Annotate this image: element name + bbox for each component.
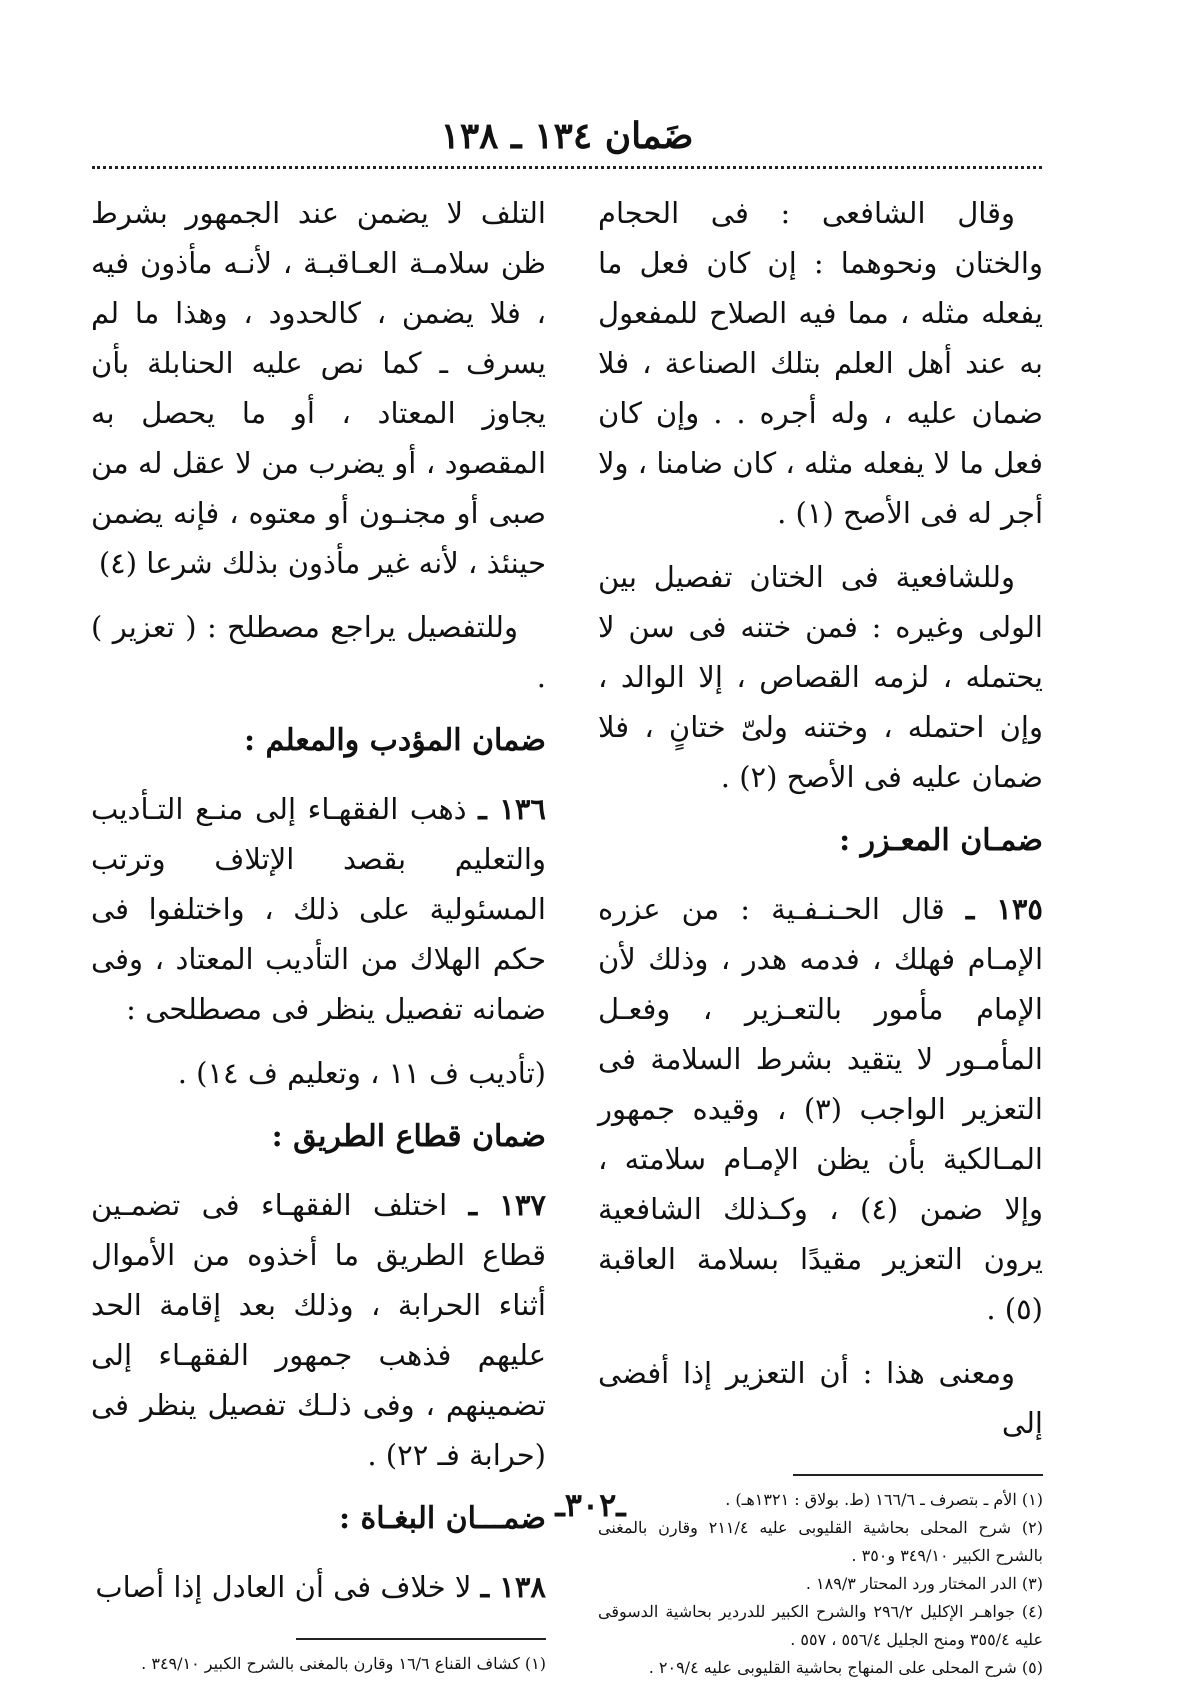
paragraph: وللتفصيل يراجع مصطلح : ( تعزير ) . xyxy=(91,610,546,694)
paragraph-text: قال الحـنـفـية : من عزره الإمـام فهلك ، فدمه هدر ، وذلك لأن الإمام مأمور بالتعـزير ، وفعـل المأمـور لا يتقيد بشرط السلامة فى التعزير الواجب (٣) ، وقيده جمهور المـالكية بأن يظن الإمـام سلامته ، وإلا ضمن (٤) ، وكـذلك الشافعية يرون التعزير مقيدًا بسلامة العاقبة (٥) . xyxy=(598,892,1043,1326)
paragraph: التلف لا يضمن عند الجمهور بشرط ظن سلامـة العـاقبـة ، لأنـه مأذون فيه ، فلا يضمن ، كالحدود ، وهذا ما لم يسرف ـ كما نص عليه الحنابلة بأن يجاوز المعتاد ، أو ما يحصل به المقصود ، أو يضرب من لا عقل له من صبى أو مجنـون أو معتوه ، فإنه يضمن حينئذ ، لأنه غير مأذون بذلك شرعا (٤) xyxy=(91,196,546,580)
numbered-paragraph xyxy=(598,884,1043,1334)
paragraph-text: لا خلاف فى أن العادل إذا أصاب xyxy=(95,1570,472,1604)
footnote-rule xyxy=(296,1638,546,1640)
paragraph-number: ١٣٥ ـ xyxy=(965,892,1044,926)
footnote: (١) الأم ـ بتصرف ـ ١٦٦/٦ (ط. بولاق : ١٣٢١هـ) . xyxy=(725,1490,1043,1509)
section-heading: ضمان المؤدب والمعلم : xyxy=(244,723,546,758)
paragraph: (تأديب ف ١١ ، وتعليم ف ١٤) . xyxy=(177,1056,546,1090)
footnote: (١) كشاف القناع ١٦/٦ وقارن بالمغنى بالشرح الكبير ٣٤٩/١٠ . xyxy=(141,1654,546,1673)
footnotes xyxy=(91,1650,546,1678)
left-column xyxy=(91,188,546,1678)
footnote-rule xyxy=(793,1474,1043,1476)
paragraph: وقال الشافعى : فى الحجام والختان ونحوهما : إن كان فعل ما يفعله مثله ، مما فيه الصلاح للمفعول به عند أهل العلم بتلك الصناعة ، فلا ضمان عليه ، وله أجره . . وإن كان فعل ما لا يفعله مثله ، كان ضامنا ، ولا أجر له فى الأصح (١) . xyxy=(598,196,1043,530)
section-heading: ضمـان المعـزر : xyxy=(839,823,1043,858)
footnote: (٢) شرح المحلى بحاشية القليوبى عليه ٢١١/٤ وقارن بالمغنى بالشرح الكبير ٣٤٩/١٠ و٣٥٠ . xyxy=(598,1518,1043,1565)
paragraph-text: اختلف الفقهـاء فى تضمـين قطاع الطريق ما أخذوه من الأموال أثناء الحرابة ، وذلك بعد إقامة الحد عليهم فذهب جمهور الفقهـاء إلى تضمينهم ، وفى ذلـك تفصيل ينظر فى (حرابة فـ ٢٢) . xyxy=(91,1188,546,1472)
header-dotted-rule xyxy=(92,166,1042,169)
footnote: (٣) الدر المختار ورد المحتار ١٨٩/٣ . xyxy=(805,1574,1043,1593)
numbered-paragraph xyxy=(91,1180,546,1480)
section-heading: ضمـــان البغـاة : xyxy=(339,1501,546,1536)
right-column xyxy=(598,188,1043,1682)
paragraph-number: ١٣٦ ـ xyxy=(478,792,547,826)
paragraph-number: ١٣٨ ـ xyxy=(480,1570,546,1604)
page-number: ـ٣٠٢ـ xyxy=(555,1486,626,1524)
paragraph-text: ذهب الفقهـاء إلى منـع التـأديب والتعليم بقصد الإتلاف وترتب المسئولية على ذلك ، واختلفوا فى حكم الهلاك من التأديب المعتاد ، وفى ضمانه تفصيل ينظر فى مصطلحى : xyxy=(91,792,546,1026)
page-header: ضَمان ١٣٤ ـ ١٣٨ xyxy=(440,115,694,157)
footnote: (٥) شرح المحلى على المنهاج بحاشية القليوبى عليه ٢٠٩/٤ . xyxy=(648,1658,1043,1677)
numbered-paragraph xyxy=(91,784,546,1034)
numbered-paragraph xyxy=(91,1562,546,1612)
paragraph: ومعنى هذا : أن التعزير إذا أفضى إلى xyxy=(598,1356,1043,1440)
paragraph-number: ١٣٧ ـ xyxy=(468,1188,547,1222)
paragraph: وللشافعية فى الختان تفصيل بين الولى وغيره : فمن ختنه فى سن لا يحتمله ، لزمه القصاص ، إلا الوالد ، وإن احتمله ، وختنه ولىّ ختانٍ ، فلا ضمان عليه فى الأصح (٢) . xyxy=(598,560,1043,794)
section-heading: ضمان قطاع الطريق : xyxy=(271,1119,546,1154)
footnote: (٤) جواهـر الإكليل ٢٩٦/٢ والشرح الكبير للدردير بحاشية الدسوقى عليه ٣٥٥/٤ ومنح الجليل ٥٥٦/٤ ، ٥٥٧ . xyxy=(598,1602,1044,1649)
